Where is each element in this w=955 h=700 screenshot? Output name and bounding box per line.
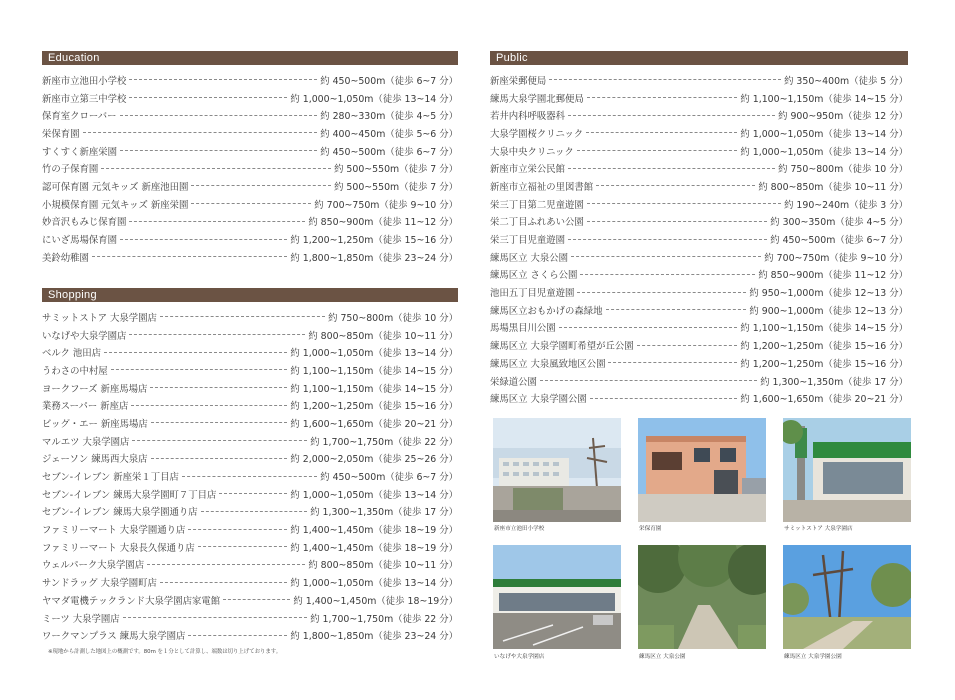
facility-distance: 約 1,700~1,750m（徒歩 22 分） bbox=[310, 613, 458, 625]
facility-name: 栄三丁目児童遊園 bbox=[490, 235, 566, 247]
facility-name: すくすく新座栄園 bbox=[42, 146, 118, 158]
list-item bbox=[490, 71, 908, 89]
leader-line bbox=[104, 352, 287, 353]
list-item bbox=[42, 432, 458, 450]
facility-name: 練馬区立 大泉学園町希望が丘公園 bbox=[490, 341, 634, 353]
facility-distance: 約 1,400~1,450m（徒歩 18~19 分） bbox=[290, 542, 458, 554]
leader-line bbox=[608, 362, 737, 363]
facility-distance: 約 1,000~1,050m（徒歩 13~14 分） bbox=[740, 146, 908, 158]
list-item bbox=[490, 319, 908, 337]
leader-line bbox=[201, 511, 308, 512]
leader-line bbox=[559, 327, 738, 328]
list-item bbox=[42, 326, 458, 344]
facility-distance: 約 1,200~1,250m（徒歩 15~16 分） bbox=[740, 358, 908, 370]
leader-line bbox=[606, 309, 747, 310]
photo-caption: 栄保育園 bbox=[639, 526, 662, 532]
facility-name: セブン-イレブン 練馬大泉学園通り店 bbox=[42, 507, 198, 519]
list-item bbox=[490, 213, 908, 231]
facility-distance: 約 700~750m（徒歩 9~10 分） bbox=[764, 252, 908, 264]
leader-line bbox=[120, 239, 287, 240]
facility-name: 練馬区立おもかげの森緑地 bbox=[490, 305, 603, 317]
list-item bbox=[42, 414, 458, 432]
facility-distance: 約 800~850m（徒歩 10~11 分） bbox=[308, 560, 458, 572]
leader-line bbox=[188, 635, 287, 636]
facility-name: ファミリーマート 大泉長久保通り店 bbox=[42, 542, 195, 554]
shopping-header: Shopping bbox=[42, 288, 458, 302]
facility-name: ファミリーマート 大泉学園通り店 bbox=[42, 525, 186, 537]
list-item bbox=[42, 485, 458, 503]
list-item bbox=[42, 213, 458, 231]
list-item bbox=[42, 573, 458, 591]
leader-line bbox=[150, 387, 287, 388]
facility-name: ヨークフーズ 新座馬場店 bbox=[42, 383, 148, 395]
education-section bbox=[42, 51, 458, 266]
list-item bbox=[490, 372, 908, 390]
facility-name: 業務スーパー 新座店 bbox=[42, 401, 129, 413]
leader-line bbox=[129, 221, 305, 222]
list-item bbox=[42, 106, 458, 124]
list-item bbox=[42, 626, 458, 644]
facility-name: ビッグ・エー 新座馬場店 bbox=[42, 418, 148, 430]
photo-caption: サミットストア 大泉学園店 bbox=[784, 526, 853, 532]
facility-name: 栄緑道公園 bbox=[490, 376, 537, 388]
facility-name: 新座市立福祉の里図書館 bbox=[490, 181, 594, 193]
facility-name: ワークマンプラス 練馬大泉学園店 bbox=[42, 631, 186, 643]
leader-line bbox=[568, 115, 775, 116]
facility-distance: 約 1,700~1,750m（徒歩 22 分） bbox=[310, 436, 458, 448]
list-item bbox=[490, 230, 908, 248]
facility-distance: 約 350~400m（徒歩 5 分） bbox=[784, 75, 908, 87]
leader-line bbox=[147, 564, 305, 565]
list-item bbox=[42, 538, 458, 556]
leader-line bbox=[111, 369, 288, 370]
list-item bbox=[42, 308, 458, 326]
facility-distance: 約 450~500m（徒歩 6~7 分） bbox=[320, 472, 458, 484]
photo-caption: いなげや大泉学園店 bbox=[494, 654, 545, 660]
list-item bbox=[490, 283, 908, 301]
facility-name: ウェルパーク大泉学園店 bbox=[42, 560, 145, 572]
leader-line bbox=[587, 203, 781, 204]
facility-distance: 約 190~240m（徒歩 3 分） bbox=[784, 199, 908, 211]
list-item bbox=[490, 195, 908, 213]
facility-distance: 約 900~1,000m（徒歩 12~13 分） bbox=[749, 305, 908, 317]
facility-name: 大泉中央クリニック bbox=[490, 146, 574, 158]
facility-name: 池田五丁目児童遊園 bbox=[490, 288, 575, 300]
facility-distance: 約 500~550m（徒歩 7 分） bbox=[334, 181, 458, 193]
facility-distance: 約 2,000~2,050m（徒歩 25~26 分） bbox=[290, 454, 458, 466]
facility-distance: 約 450~500m（徒歩 6~7 分） bbox=[320, 75, 458, 87]
public-list bbox=[490, 71, 908, 407]
list-item bbox=[42, 159, 458, 177]
facility-name: 練馬大泉学園北郵便局 bbox=[490, 93, 584, 105]
facility-distance: 約 1,000~1,050m（徒歩 13~14 分） bbox=[740, 128, 908, 140]
facility-distance: 約 500~550m（徒歩 7 分） bbox=[334, 164, 458, 176]
list-item bbox=[490, 89, 908, 107]
list-item bbox=[42, 467, 458, 485]
facility-name: 保育室クローバー bbox=[42, 111, 117, 123]
list-item bbox=[42, 361, 458, 379]
facility-distance: 約 950~1,000m（徒歩 12~13 分） bbox=[749, 288, 908, 300]
facility-name: 大泉学園桜クリニック bbox=[490, 128, 584, 140]
facility-distance: 約 1,300~1,350m（徒歩 17 分） bbox=[310, 507, 458, 519]
school-photo bbox=[493, 418, 621, 522]
facility-distance: 約 1,100~1,150m（徒歩 14~15 分） bbox=[740, 323, 908, 335]
nursery-photo bbox=[638, 418, 766, 522]
list-item bbox=[42, 520, 458, 538]
leader-line bbox=[160, 582, 288, 583]
leader-line bbox=[160, 316, 325, 317]
list-item bbox=[490, 159, 908, 177]
leader-line bbox=[587, 221, 767, 222]
facility-distance: 約 450~500m（徒歩 6~7 分） bbox=[320, 146, 458, 158]
leader-line bbox=[120, 150, 317, 151]
facility-distance: 約 1,200~1,250m（徒歩 15~16 分） bbox=[740, 341, 908, 353]
facility-distance: 約 1,200~1,250m（徒歩 15~16 分） bbox=[290, 235, 458, 247]
facility-name: ミーツ 大泉学園店 bbox=[42, 613, 120, 625]
leader-line bbox=[577, 150, 738, 151]
leader-line bbox=[92, 256, 288, 257]
facility-distance: 約 850~900m（徒歩 11~12 分） bbox=[308, 217, 458, 229]
facility-name: 栄二丁目ふれあい公園 bbox=[490, 217, 584, 229]
leader-line bbox=[219, 493, 287, 494]
photo-caption: 練馬区立 大泉学園公園 bbox=[784, 654, 842, 660]
facility-distance: 約 1,100~1,150m（徒歩 14~15 分） bbox=[290, 383, 458, 395]
facility-name: サミットストア 大泉学園店 bbox=[42, 312, 157, 324]
leader-line bbox=[568, 168, 775, 169]
list-item bbox=[42, 343, 458, 361]
list-item bbox=[490, 266, 908, 284]
facility-name: 新座栄郵便局 bbox=[490, 75, 547, 87]
photo-caption: 新座市立池田小学校 bbox=[494, 526, 545, 532]
leader-line bbox=[129, 79, 317, 80]
public-header: Public bbox=[490, 51, 908, 65]
list-item bbox=[42, 503, 458, 521]
leader-line bbox=[549, 79, 781, 80]
list-item bbox=[490, 124, 908, 142]
facility-name: セブン-イレブン 練馬大泉学園町７丁目店 bbox=[42, 489, 217, 501]
photo-caption: 練馬区立 大泉公園 bbox=[639, 654, 686, 660]
facility-name: セブン-イレブン 新座栄１丁目店 bbox=[42, 472, 179, 484]
list-item bbox=[490, 301, 908, 319]
list-item bbox=[490, 248, 908, 266]
facility-distance: 約 1,100~1,150m（徒歩 14~15 分） bbox=[740, 93, 908, 105]
facility-name: うわさの中村屋 bbox=[42, 365, 108, 377]
facility-distance: 約 1,000~1,050m（徒歩 13~14 分） bbox=[290, 578, 458, 590]
list-item bbox=[42, 450, 458, 468]
facility-name: サンドラッグ 大泉学園町店 bbox=[42, 578, 157, 590]
education-header: Education bbox=[42, 51, 458, 65]
facility-distance: 約 800~850m（徒歩 10~11 分） bbox=[308, 330, 458, 342]
leader-line bbox=[120, 115, 318, 116]
facility-name: 練馬区立 大泉学園公園 bbox=[490, 394, 587, 406]
list-item bbox=[42, 177, 458, 195]
facility-name: 若井内科呼吸器科 bbox=[490, 111, 566, 123]
list-item bbox=[490, 336, 908, 354]
facility-name: 練馬区立 さくら公園 bbox=[490, 270, 578, 282]
leader-line bbox=[540, 380, 757, 381]
list-item bbox=[490, 354, 908, 372]
facility-name: 栄三丁目第二児童遊園 bbox=[490, 199, 584, 211]
park-photo bbox=[638, 545, 766, 649]
facility-distance: 約 700~750m（徒歩 9~10 分） bbox=[314, 199, 458, 211]
facility-distance: 約 1,600~1,650m（徒歩 20~21 分） bbox=[290, 418, 458, 430]
facility-name: 美鈴幼稚園 bbox=[42, 252, 89, 264]
supermarket-photo bbox=[783, 418, 911, 522]
leader-line bbox=[129, 97, 287, 98]
facility-name: 認可保育園 元気キッズ 新座池田園 bbox=[42, 181, 189, 193]
facility-distance: 約 1,800~1,850m（徒歩 23~24 分） bbox=[290, 252, 458, 264]
facility-distance: 約 1,000~1,050m（徒歩 13~14 分） bbox=[290, 489, 458, 501]
facility-name: 栄保育園 bbox=[42, 128, 80, 140]
facility-name: 竹の子保育園 bbox=[42, 164, 99, 176]
facility-name: 妙音沢もみじ保育園 bbox=[42, 217, 127, 229]
facility-distance: 約 750~800m（徒歩 10 分） bbox=[328, 312, 458, 324]
facility-distance: 約 1,400~1,450m（徒歩 18~19分） bbox=[293, 595, 458, 607]
list-item bbox=[490, 106, 908, 124]
list-item bbox=[490, 389, 908, 407]
leader-line bbox=[577, 292, 746, 293]
shopping-list bbox=[42, 308, 458, 644]
footnote: ※現地から計測した地図上の概測です。80m を１分として計算し、端数は切り上げております。 bbox=[48, 649, 282, 655]
leader-line bbox=[129, 334, 305, 335]
leader-line bbox=[123, 617, 308, 618]
leader-line bbox=[580, 274, 755, 275]
facility-name: マルエツ 大泉学園店 bbox=[42, 436, 130, 448]
list-item bbox=[42, 591, 458, 609]
list-item bbox=[42, 396, 458, 414]
facility-name: 練馬区立 大泉風致地区公園 bbox=[490, 358, 606, 370]
leader-line bbox=[151, 422, 288, 423]
leader-line bbox=[596, 185, 755, 186]
list-item bbox=[42, 195, 458, 213]
facility-distance: 約 450~500m（徒歩 6~7 分） bbox=[770, 235, 908, 247]
facility-name: 馬場黒目川公園 bbox=[490, 323, 556, 335]
facility-name: ヤマダ電機テックランド大泉学園店家電館 bbox=[42, 595, 221, 607]
list-item bbox=[42, 71, 458, 89]
leader-line bbox=[587, 97, 738, 98]
facility-distance: 約 1,600~1,650m（徒歩 20~21 分） bbox=[740, 394, 908, 406]
list-item bbox=[42, 142, 458, 160]
facility-distance: 約 1,400~1,450m（徒歩 18~19 分） bbox=[290, 525, 458, 537]
facility-distance: 約 400~450m（徒歩 5~6 分） bbox=[320, 128, 458, 140]
leader-line bbox=[151, 458, 288, 459]
facility-distance: 約 1,000~1,050m（徒歩 13~14 分） bbox=[290, 348, 458, 360]
park-photo bbox=[783, 545, 911, 649]
facility-name: ジェーソン 練馬西大泉店 bbox=[42, 454, 148, 466]
list-item bbox=[42, 124, 458, 142]
leader-line bbox=[586, 132, 737, 133]
facility-name: いなげや大泉学園店 bbox=[42, 330, 127, 342]
leader-line bbox=[83, 132, 318, 133]
leader-line bbox=[182, 476, 317, 477]
store-photo bbox=[493, 545, 621, 649]
list-item bbox=[42, 89, 458, 107]
list-item bbox=[42, 230, 458, 248]
facility-distance: 約 1,000~1,050m（徒歩 13~14 分） bbox=[290, 93, 458, 105]
facility-name: 新座市立栄公民館 bbox=[490, 164, 566, 176]
facility-distance: 約 800~850m（徒歩 10~11 分） bbox=[758, 181, 908, 193]
facility-distance: 約 850~900m（徒歩 11~12 分） bbox=[758, 270, 908, 282]
facility-distance: 約 1,800~1,850m（徒歩 23~24 分） bbox=[290, 631, 458, 643]
leader-line bbox=[188, 529, 287, 530]
facility-distance: 約 1,200~1,250m（徒歩 15~16 分） bbox=[290, 401, 458, 413]
facility-distance: 約 750~800m（徒歩 10 分） bbox=[778, 164, 908, 176]
list-item bbox=[42, 609, 458, 627]
leader-line bbox=[568, 239, 767, 240]
leader-line bbox=[101, 168, 331, 169]
facility-name: 新座市立池田小学校 bbox=[42, 75, 127, 87]
facility-distance: 約 300~350m（徒歩 4~5 分） bbox=[770, 217, 908, 229]
list-item bbox=[490, 142, 908, 160]
leader-line bbox=[637, 345, 738, 346]
facility-name: ベルク 池田店 bbox=[42, 348, 102, 360]
leader-line bbox=[590, 398, 738, 399]
list-item bbox=[42, 248, 458, 266]
leader-line bbox=[571, 256, 761, 257]
facility-distance: 約 280~330m（徒歩 4~5 分） bbox=[320, 111, 458, 123]
education-list bbox=[42, 71, 458, 266]
facility-name: 練馬区立 大泉公園 bbox=[490, 252, 568, 264]
leader-line bbox=[198, 546, 288, 547]
facility-distance: 約 900~950m（徒歩 12 分） bbox=[778, 111, 908, 123]
facility-distance: 約 1,300~1,350m（徒歩 17 分） bbox=[760, 376, 908, 388]
shopping-section bbox=[42, 288, 458, 644]
leader-line bbox=[223, 599, 290, 600]
leader-line bbox=[191, 185, 331, 186]
leader-line bbox=[191, 203, 311, 204]
leader-line bbox=[131, 405, 287, 406]
public-section bbox=[490, 51, 908, 407]
list-item bbox=[42, 556, 458, 574]
leader-line bbox=[132, 440, 307, 441]
facility-distance: 約 1,100~1,150m（徒歩 14~15 分） bbox=[290, 365, 458, 377]
list-item bbox=[42, 379, 458, 397]
facility-name: 新座市立第三中学校 bbox=[42, 93, 127, 105]
facility-name: 小規模保育園 元気キッズ 新座栄園 bbox=[42, 199, 189, 211]
facility-name: にいざ馬場保育園 bbox=[42, 235, 118, 247]
list-item bbox=[490, 177, 908, 195]
